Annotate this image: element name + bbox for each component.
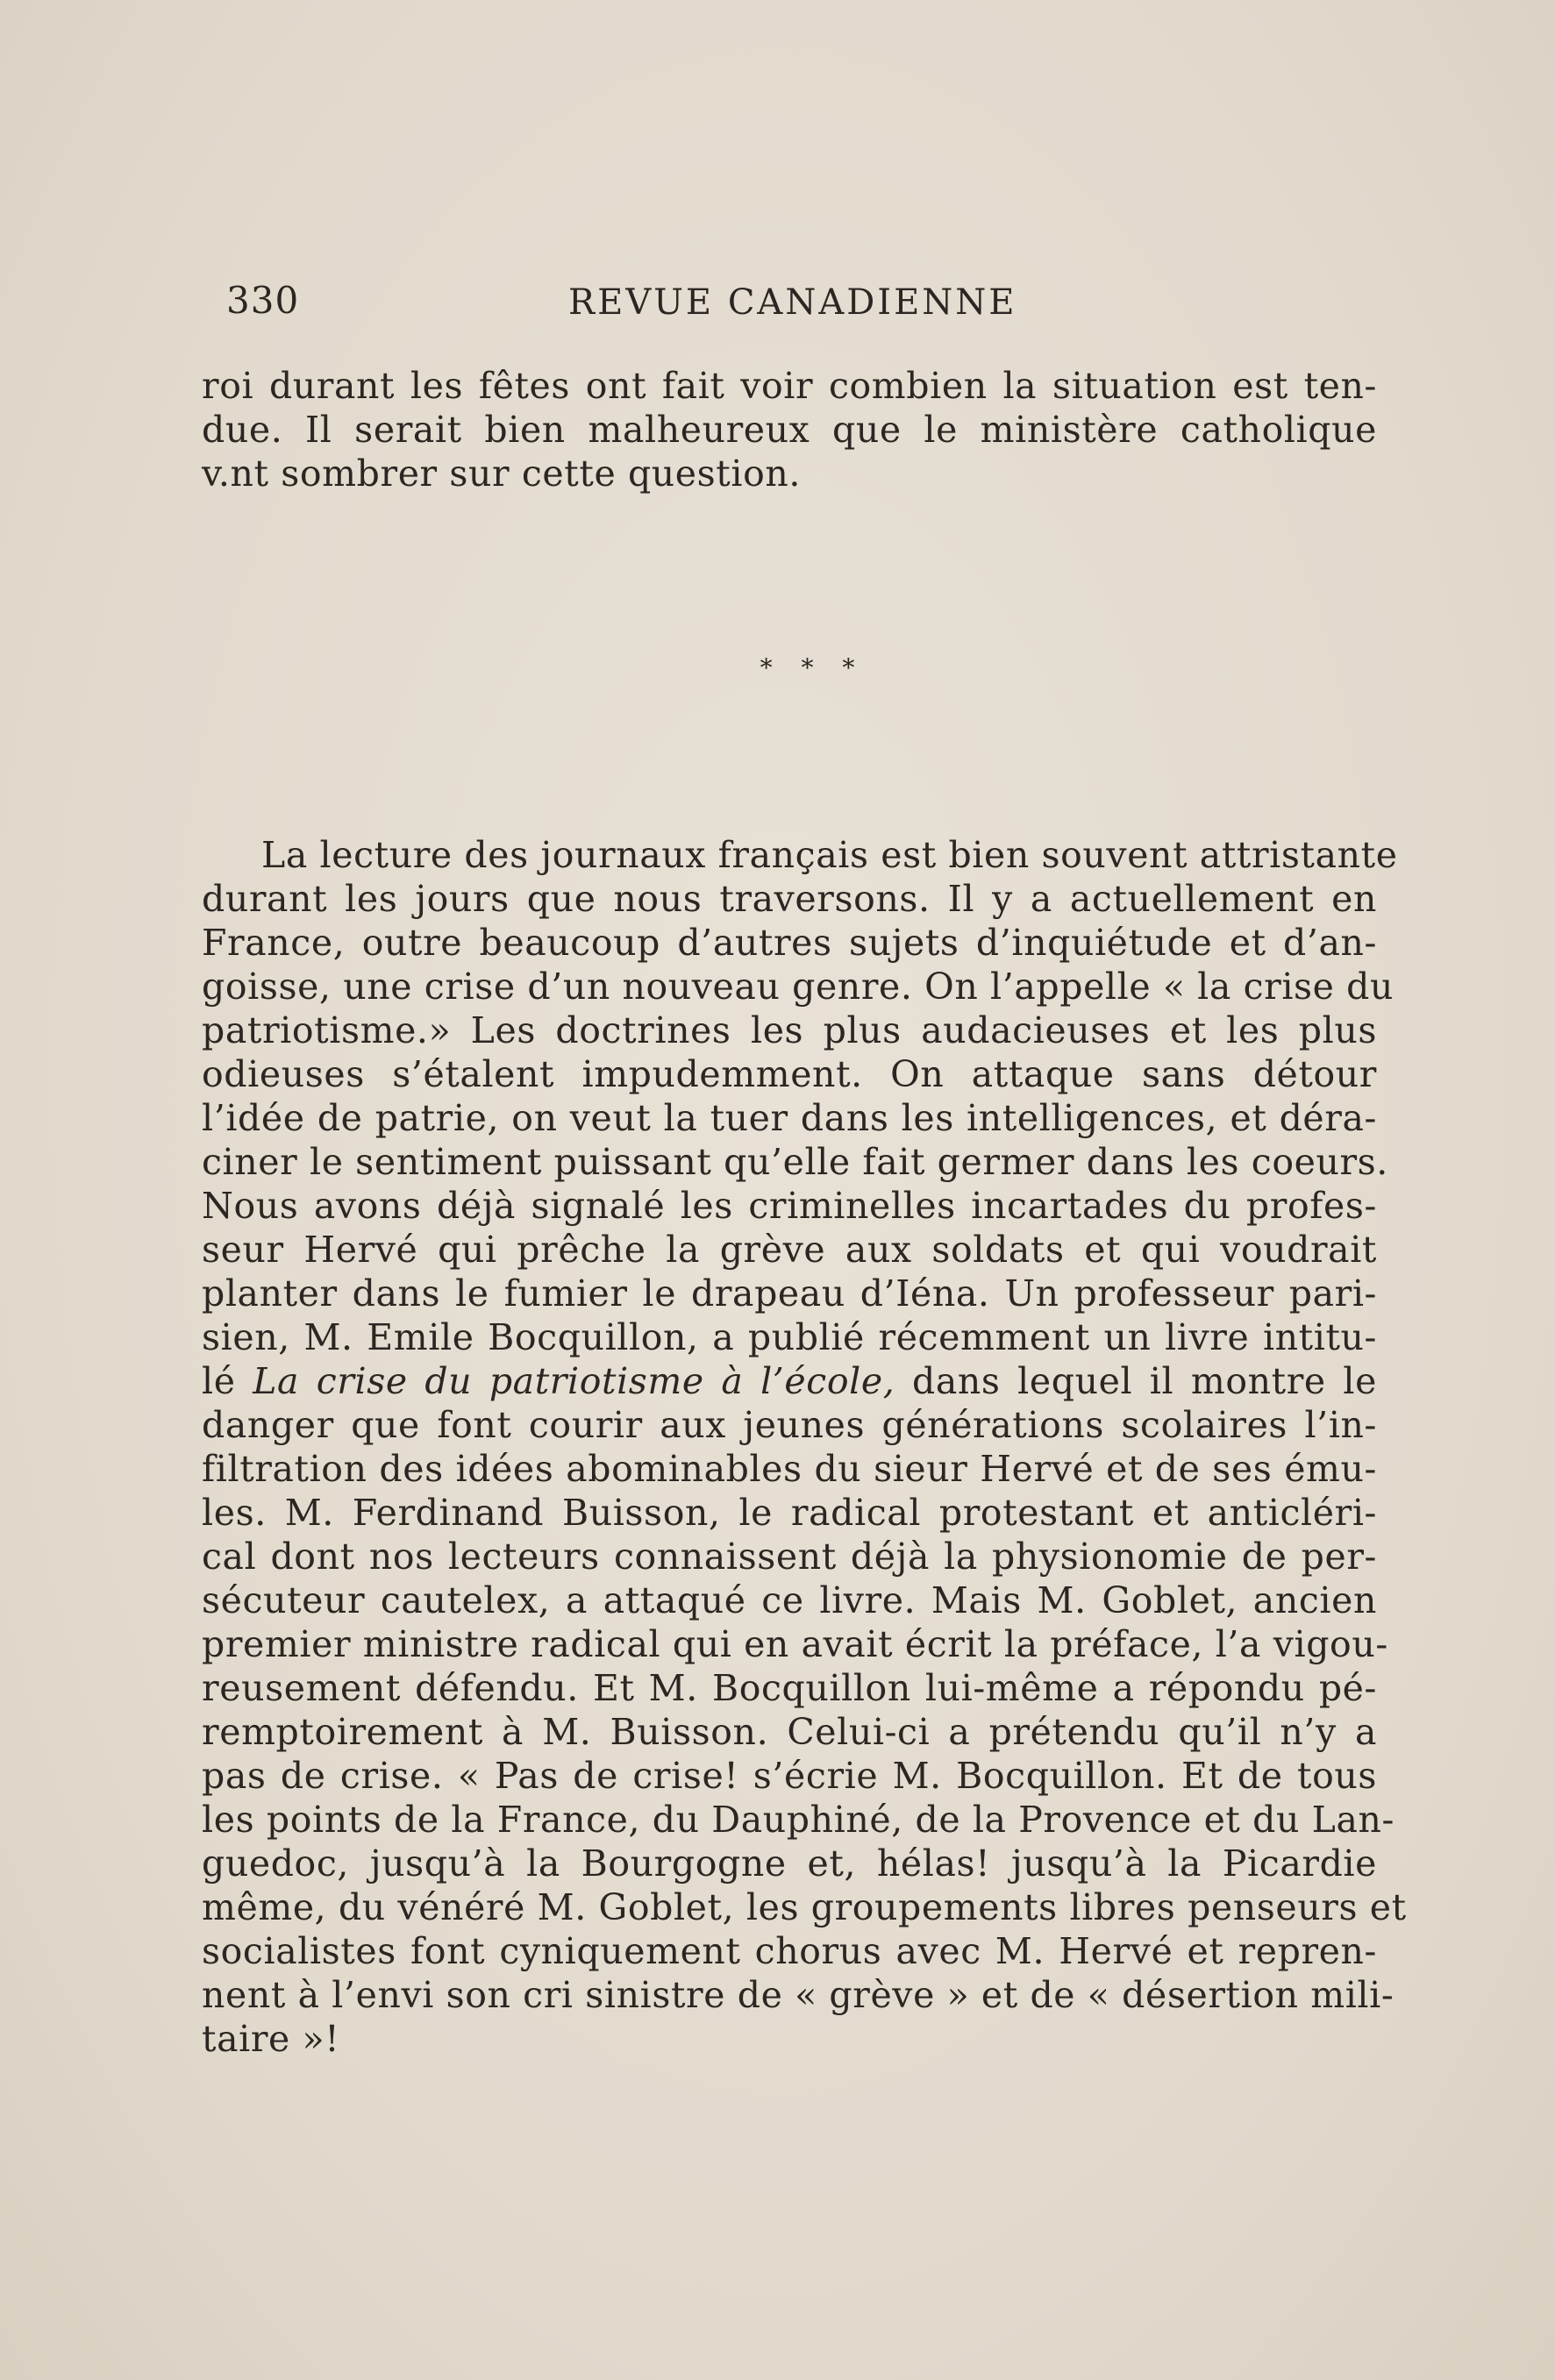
line-end: dans lequel il montre le bbox=[895, 1360, 1377, 1402]
text-line: patriotisme.» Les doctrines les plus audacieuses et les plus bbox=[202, 1009, 1377, 1051]
page-number: 330 bbox=[226, 279, 300, 322]
text-line: durant les jours que nous traversons. Il y a actuellement en bbox=[202, 878, 1377, 920]
text-line: socialistes font cyniquement chorus avec M. Hervé et repren- bbox=[202, 1930, 1377, 1972]
text-line: danger que font courir aux jeunes générations scolaires l’in- bbox=[202, 1404, 1377, 1446]
text-line: odieuses s’étalent impudemment. On attaque sans détour bbox=[202, 1053, 1377, 1095]
text-line: guedoc, jusqu’à la Bourgogne et, hélas! jusqu’à la Picardie bbox=[202, 1842, 1377, 1885]
text-line: sécuteur cautelex, a attaqué ce livre. Mais M. Goblet, ancien bbox=[202, 1579, 1377, 1621]
text-line: France, outre beaucoup d’autres sujets d’inquiétude et d’an- bbox=[202, 922, 1377, 964]
text-line: pas de crise. « Pas de crise! s’écrie M. Bocquillon. Et de tous bbox=[202, 1755, 1377, 1797]
text-line: goisse, une crise d’un nouveau genre. On l’appelle « la crise du bbox=[202, 966, 1395, 1008]
text-line: les points de la France, du Dauphiné, de la Provence et du Lan- bbox=[202, 1799, 1395, 1841]
text-line: reusement défendu. Et M. Bocquillon lui-même a répondu pé- bbox=[202, 1667, 1377, 1709]
text-line: nent à l’envi son cri sinistre de « grève » et de « désertion mili- bbox=[202, 1974, 1395, 2016]
text-line: La lecture des journaux français est bien souvent attristante bbox=[261, 834, 1398, 876]
text-line: l’idée de patrie, on veut la tuer dans les intelligences, et déra- bbox=[202, 1097, 1377, 1139]
text-line: Nous avons déjà signalé les criminelles incartades du profes- bbox=[202, 1185, 1377, 1227]
text-line: v.nt sombrer sur cette question. bbox=[202, 452, 802, 495]
line-start: lé bbox=[202, 1360, 253, 1402]
text-line: même, du vénéré M. Goblet, les groupements libres penseurs et bbox=[202, 1886, 1407, 1928]
text-line: due. Il serait bien malheureux que le ministère catholique bbox=[202, 409, 1377, 451]
italic-title-line bbox=[202, 1359, 1377, 1403]
text-line: planter dans le fumier le drapeau d’Iéna. Un professeur pari- bbox=[202, 1272, 1377, 1315]
text-line: sien, M. Emile Bocquillon, a publié récemment un livre intitu- bbox=[202, 1316, 1377, 1358]
text-line: les. M. Ferdinand Buisson, le radical protestant et anticléri- bbox=[202, 1492, 1377, 1534]
running-head: REVUE CANADIENNE bbox=[568, 282, 1017, 323]
text-line: seur Hervé qui prêche la grève aux soldats et qui voudrait bbox=[202, 1229, 1377, 1271]
text-line: premier ministre radical qui en avait écrit la préface, l’a vigou- bbox=[202, 1623, 1388, 1665]
text-line: taire »! bbox=[202, 2018, 340, 2060]
text-line: roi durant les fêtes ont fait voir combien la situation est ten- bbox=[202, 365, 1377, 407]
text-line: filtration des idées abominables du sieur Hervé et de ses ému- bbox=[202, 1448, 1377, 1490]
page-header bbox=[226, 279, 1366, 331]
book-title: La crise du patriotisme à l’école, bbox=[253, 1360, 895, 1402]
continuation-paragraph bbox=[202, 364, 1377, 495]
text-line: remptoirement à M. Buisson. Celui-ci a prétendu qu’il n’y a bbox=[202, 1711, 1377, 1753]
section-separator: * * * bbox=[760, 653, 866, 682]
main-paragraph bbox=[202, 833, 1407, 2061]
text-line: cal dont nos lecteurs connaissent déjà la physionomie de per- bbox=[202, 1536, 1377, 1578]
text-line: ciner le sentiment puissant qu’elle fait germer dans les coeurs. bbox=[202, 1141, 1388, 1183]
